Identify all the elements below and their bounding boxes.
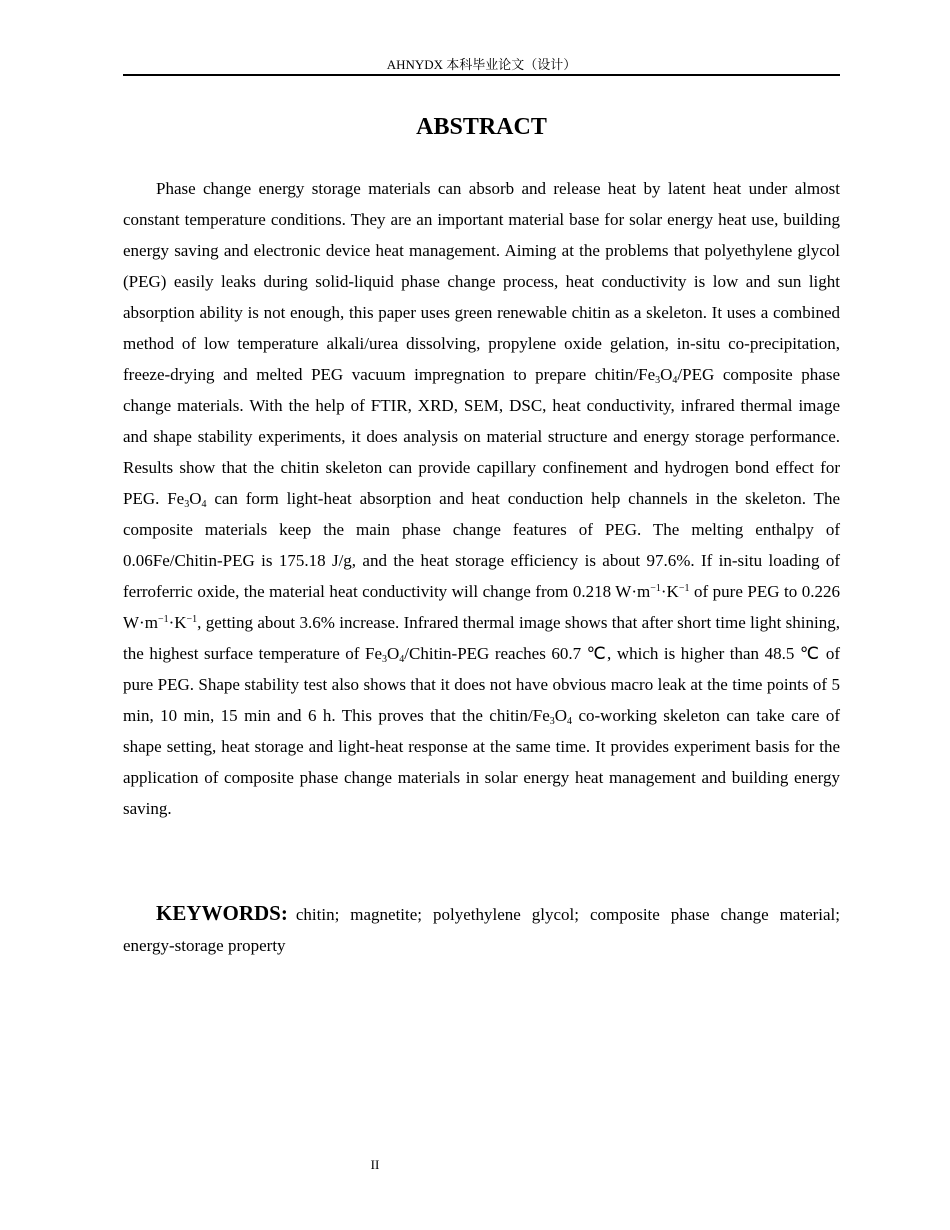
abstract-text: of pure PEG to 0.226 W·m <box>123 582 840 632</box>
abstract-text: can form light-heat absorption and heat conduction help channels in the skeleton. The composite materials keep the main phase change features of PEG. The melting enthalpy of 0.06Fe/Chitin-PEG is 175.18 J/g, and the heat storage efficiency is about 97.6%. If in-situ loading of ferroferric oxide, the material heat conductivity will change from 0.218 W·m <box>123 489 840 601</box>
page-header: AHNYDX 本科毕业论文（设计） <box>123 56 840 76</box>
superscript: −1 <box>186 614 198 625</box>
abstract-text: ·K <box>168 613 187 632</box>
subscript: 3 <box>655 375 661 386</box>
page-number: II <box>370 1157 380 1172</box>
subscript: 4 <box>672 375 678 386</box>
abstract-text: O <box>660 365 673 384</box>
subscript: 4 <box>567 716 573 727</box>
subscript: 3 <box>382 654 388 665</box>
keywords-text: chitin; magnetite; polyethylene glycol; composite phase change material; energy-storage property <box>123 905 840 955</box>
abstract-text: Phase change energy storage materials can absorb and release heat by latent heat under almost constant temperature conditions. They are an important material base for solar energy heat use, building energy saving and electronic device heat management. Aiming at the problems that polyethylene glycol (PEG) easily leaks during solid-liquid phase change process, heat conductivity is low and sun light absorption ability is not enough, this paper uses green renewable chitin as a skeleton. It uses a combined method of low temperature alkali/urea dissolving, propylene oxide gelation, in-situ co-precipitation, freeze-drying and melted PEG vacuum impregnation to prepare chitin/Fe <box>123 179 840 384</box>
abstract-paragraph <box>123 173 840 824</box>
keywords-label: KEYWORDS: <box>156 901 288 925</box>
abstract-text: O <box>387 644 400 663</box>
abstract-text: , getting about 3.6% increase. Infrared thermal image shows that after short time light shining, the highest surface temperature of Fe <box>123 613 840 663</box>
abstract-title: ABSTRACT <box>416 114 547 140</box>
abstract-text: /Chitin-PEG reaches 60.7 ℃, which is higher than 48.5 ℃ of pure PEG. Shape stability test also shows that it does not have obvious macro leak at the time points of 5 min, 10 min, 15 min and 6 h. This proves that the chitin/Fe <box>123 644 840 725</box>
abstract-text: O <box>554 706 568 725</box>
abstract-text: O <box>189 489 202 508</box>
subscript: 4 <box>399 654 405 665</box>
superscript: −1 <box>650 583 661 594</box>
abstract-text: /PEG composite phase change materials. With the help of FTIR, XRD, SEM, DSC, heat conductivity, infrared thermal image and shape stability experiments, it does analysis on material structure and energy storage performance. Results show that the chitin skeleton can provide capillary confinement and hydrogen bond effect for PEG. Fe <box>123 365 840 508</box>
abstract-text: ·K <box>660 582 679 601</box>
subscript: 3 <box>184 499 190 510</box>
abstract-text: co-working skeleton can take care of shape setting, heat storage and light-heat response at the same time. It provides experiment basis for the application of composite phase change materials in solar energy heat management and building energy saving. <box>123 706 840 818</box>
subscript: 4 <box>201 499 207 510</box>
keywords-paragraph <box>123 898 840 961</box>
subscript: 3 <box>549 716 555 727</box>
superscript: −1 <box>678 583 690 594</box>
superscript: −1 <box>157 614 169 625</box>
